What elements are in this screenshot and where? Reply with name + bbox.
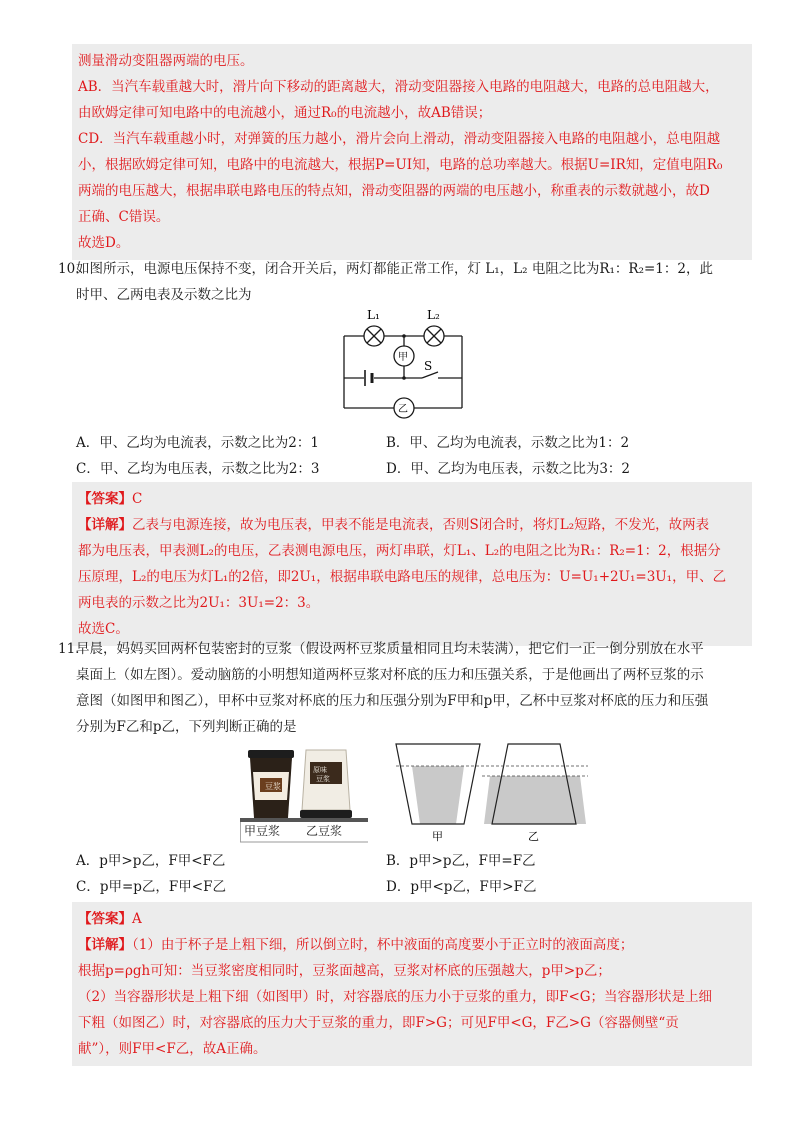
question-text: 意图（如图甲和图乙），甲杯中豆浆对杯底的压力和压强分别为F甲和p甲，乙杯中豆浆对杯底的压力和压强 bbox=[76, 693, 709, 709]
choice-b[interactable]: B．p甲>p乙，F甲=F乙 bbox=[386, 853, 536, 869]
detail-text: 献”），则F甲<F乙，故A正确。 bbox=[78, 1041, 267, 1057]
text-line: CD．当汽车载重越小时，对弹簧的压力越小，滑片会向上滑动，滑动变阻器接入电路的电阻越小，总电阻越 bbox=[78, 131, 721, 147]
soymilk-label-left: 甲豆浆 bbox=[244, 824, 281, 838]
choice-c[interactable]: C．p甲=p乙，F甲<F乙 bbox=[76, 879, 226, 895]
choice-d[interactable]: D．p甲<p乙，F甲>F乙 bbox=[386, 879, 537, 895]
detail-text: （2）当容器形状是上粗下细（如图甲）时，对容器底的压力小于豆浆的重力，即F<G；当容器形状是上细 bbox=[78, 989, 713, 1005]
detail-text: 两电表的示数之比为2U₁：3U₁=2：3。 bbox=[78, 595, 320, 611]
container-diagrams bbox=[392, 740, 592, 844]
detail-text: 都为电压表，甲表测L₂的电压，乙表测电源电压，两灯串联，灯L₁、L₂的电阻之比为R₁：R₂=1：2，根据分 bbox=[78, 543, 721, 559]
meter-jia-label: 甲 bbox=[398, 352, 408, 363]
cup-print-right: 原味 bbox=[313, 766, 327, 774]
meter-yi-label: 乙 bbox=[398, 404, 408, 415]
detail-tag: 【详解】 bbox=[78, 517, 132, 533]
question-text: 如图所示，电源电压保持不变，闭合开关后，两灯都能正常工作，灯 L₁，L₂ 电阻之比为R₁：R₂=1：2，此 bbox=[76, 261, 713, 277]
question-11 bbox=[58, 636, 754, 740]
text-line: 故选D。 bbox=[78, 235, 130, 251]
question-number: 10. bbox=[58, 261, 80, 277]
q11-choices bbox=[76, 848, 756, 900]
text-line: 测量滑动变阻器两端的电压。 bbox=[78, 53, 254, 69]
conclusion: 故选C。 bbox=[78, 621, 129, 637]
choice-a[interactable]: A．甲、乙均为电流表，示数之比为2：1 bbox=[76, 435, 319, 451]
text-line: 两端的电压越大，根据串联电路电压的特点知，滑动变阻器的两端的电压越小，称重表的示数就越小，故D bbox=[78, 183, 710, 199]
answer-value: A bbox=[132, 911, 142, 927]
q10-choices bbox=[76, 430, 756, 482]
detail-tag: 【详解】 bbox=[78, 937, 132, 953]
q10-answer-box bbox=[72, 482, 752, 646]
choice-d[interactable]: D．甲、乙均为电压表，示数之比为3：2 bbox=[386, 461, 631, 477]
cup-print-left-2: 浆 bbox=[273, 782, 281, 791]
detail-text: 乙表与电源连接，故为电压表，甲表不能是电流表，否则S闭合时，将灯L₂短路，不发光，故两表 bbox=[132, 517, 710, 533]
detail-text: 压原理，L₂的电压为灯L₁的2倍，即2U₁，根据串联电路电压的规律，总电压为：U=U₁+2U₁=3U₁，甲、乙 bbox=[78, 569, 727, 585]
label-jia: 甲 bbox=[432, 830, 443, 843]
question-text: 早晨，妈妈买回两杯包装密封的豆浆（假设两杯豆浆质量相同且均未装满），把它们一正一倒分别放在水平 bbox=[76, 641, 704, 657]
label-yi: 乙 bbox=[528, 830, 539, 843]
cup-print-left: 豆 bbox=[265, 782, 273, 791]
choice-b[interactable]: B．甲、乙均为电流表，示数之比为1：2 bbox=[386, 435, 630, 451]
switch-label: S bbox=[424, 359, 433, 373]
lamp-l2-label: L₂ bbox=[427, 308, 440, 322]
text-line: 小，根据欧姆定律可知，电路中的电流越大，根据P=UI知，电路的总功率越大。根据U=IR知，定值电阻R₀ bbox=[78, 157, 723, 173]
lamp-l1-label: L₁ bbox=[367, 308, 380, 322]
question-text: 分别为F乙和p乙，下列判断正确的是 bbox=[76, 719, 297, 735]
question-text: 时甲、乙两电表及示数之比为 bbox=[76, 287, 252, 303]
soymilk-label-right: 乙豆浆 bbox=[306, 824, 343, 838]
detail-text: 下粗（如图乙）时，对容器底的压力大于豆浆的重力，即F>G；可见F甲<G，F乙>G（容器侧壁“贡 bbox=[78, 1015, 679, 1031]
answer-value: C bbox=[132, 491, 143, 507]
answer-tag: 【答案】 bbox=[78, 491, 132, 507]
detail-text: 根据p=ρgh可知：当豆浆密度相同时，豆浆面越高，豆浆对杯底的压强越大，p甲>p乙； bbox=[78, 963, 611, 979]
text-line: AB．当汽车载重越大时，滑片向下移动的距离越大，滑动变阻器接入电路的电阻越大，电路的总电阻越大， bbox=[78, 79, 719, 95]
choice-c[interactable]: C．甲、乙均为电压表，示数之比为2：3 bbox=[76, 461, 320, 477]
q11-answer-box bbox=[72, 902, 752, 1066]
circuit-diagram bbox=[338, 306, 468, 424]
question-10 bbox=[58, 256, 754, 308]
question-text: 桌面上（如左图）。爱动脑筋的小明想知道两杯豆浆对杯底的压力和压强关系，于是他画出了两杯豆浆的示 bbox=[76, 667, 704, 683]
detail-text: （1）由于杯子是上粗下细，所以倒立时，杯中液面的高度要小于正立时的液面高度； bbox=[132, 937, 634, 953]
q9-answer-box bbox=[72, 44, 752, 260]
text-line: 由欧姆定律可知电路中的电流越小，通过R₀的电流越小，故AB错误； bbox=[78, 105, 492, 121]
text-line: 正确、C错误。 bbox=[78, 209, 170, 225]
answer-tag: 【答案】 bbox=[78, 911, 132, 927]
question-number: 11. bbox=[58, 641, 80, 657]
cup-print-right-2: 豆浆 bbox=[316, 775, 330, 783]
choice-a[interactable]: A．p甲>p乙，F甲<F乙 bbox=[76, 853, 226, 869]
